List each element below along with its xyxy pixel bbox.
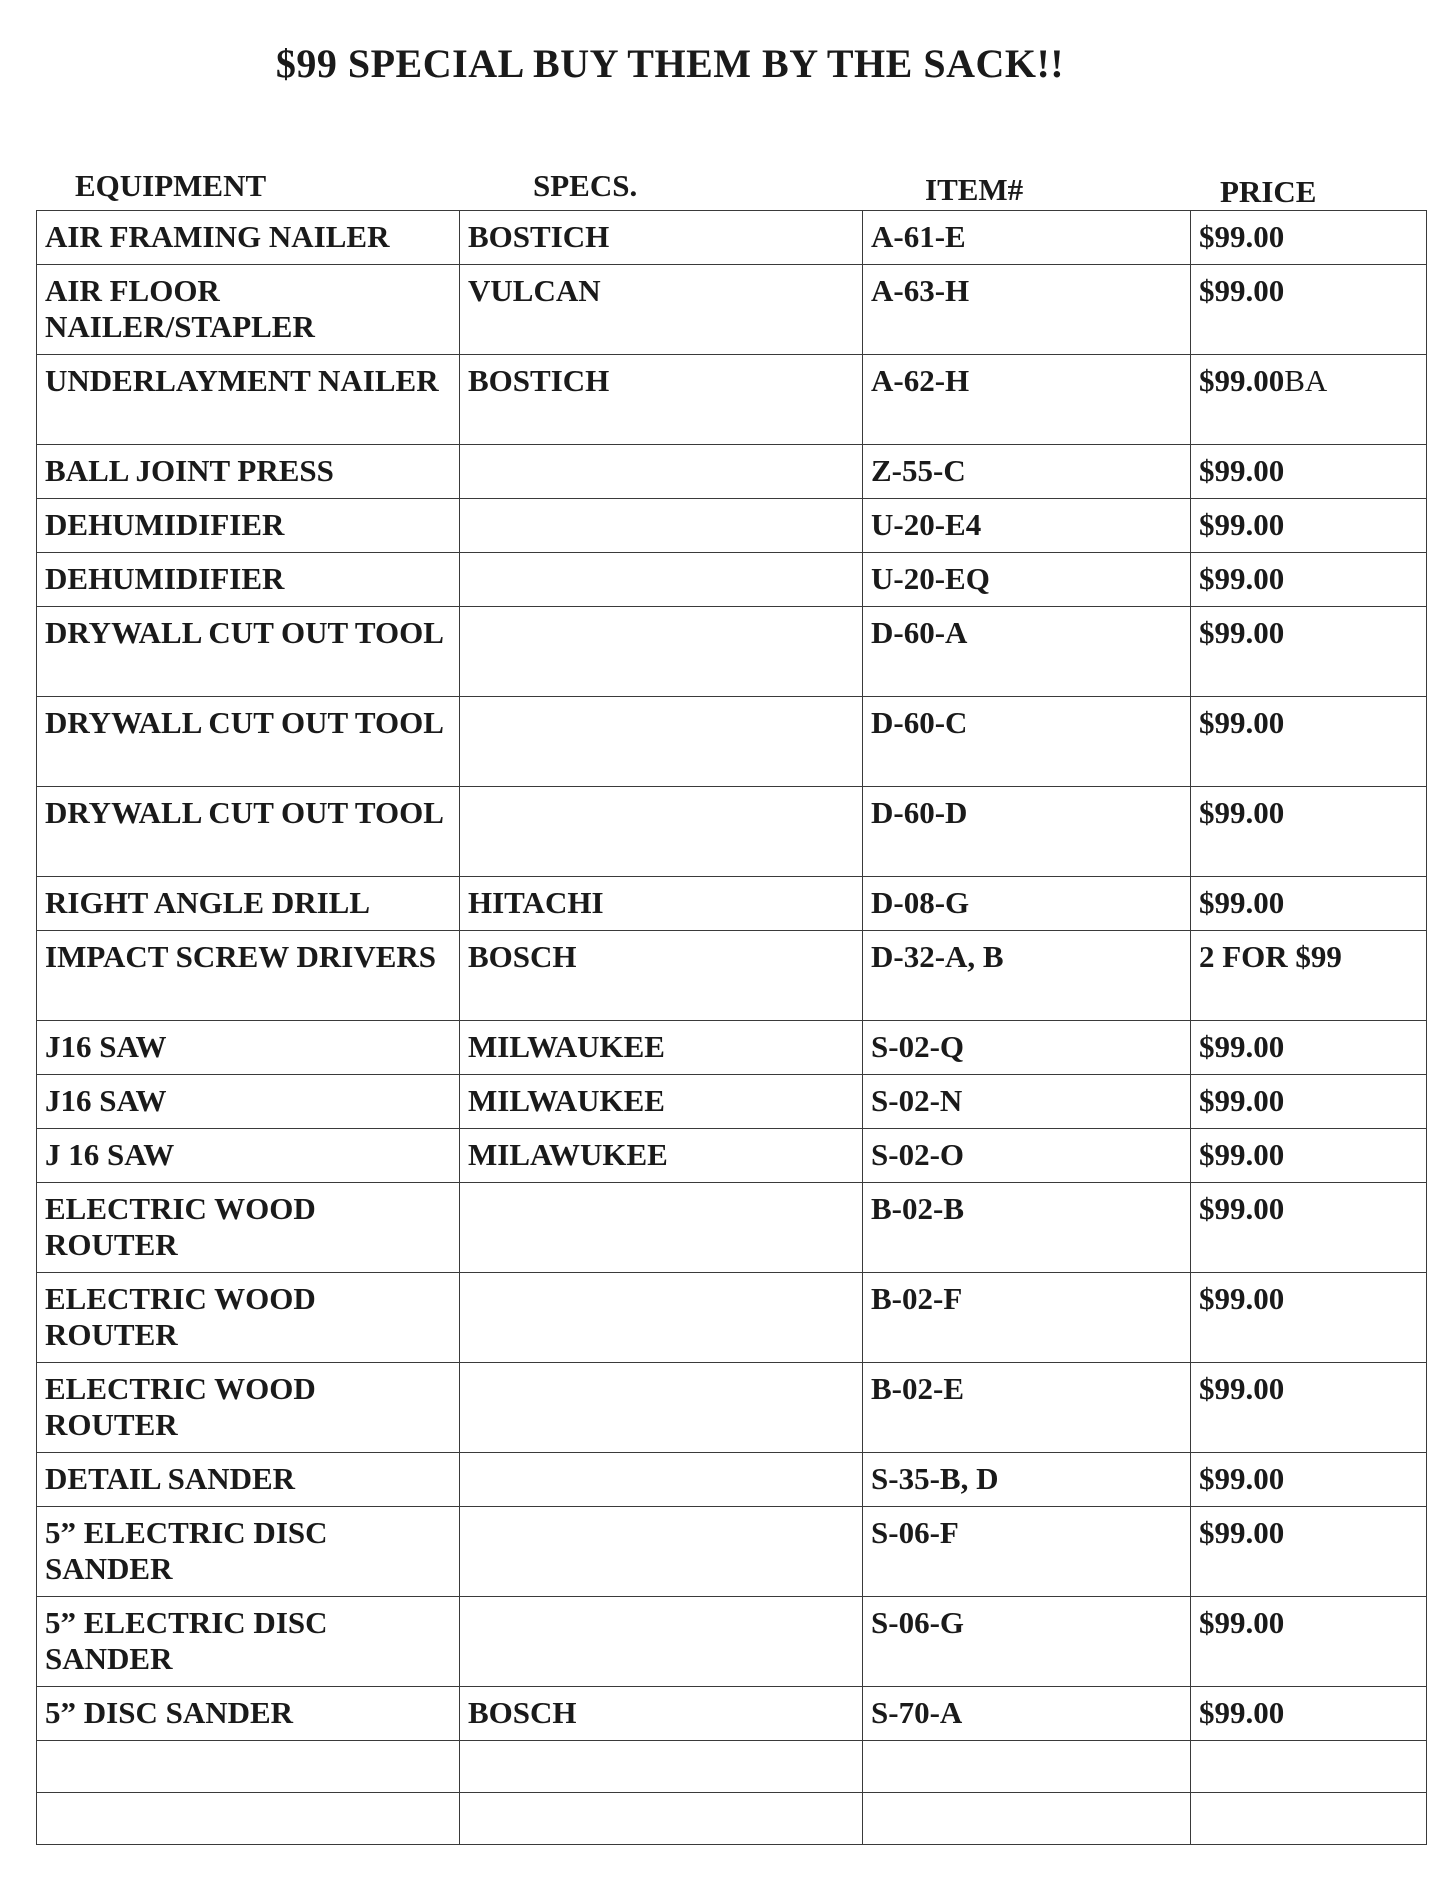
price-value: $99.00	[1199, 1083, 1285, 1118]
price-value: $99.00	[1199, 561, 1285, 596]
cell-price	[1191, 1793, 1427, 1845]
cell-equipment	[37, 265, 460, 355]
specs-value: VULCAN	[468, 273, 601, 308]
cell-item	[863, 1741, 1191, 1793]
cell-item	[863, 355, 1191, 445]
equipment-value: DEHUMIDIFIER	[45, 561, 285, 596]
cell-item	[863, 877, 1191, 931]
cell-equipment	[37, 1741, 460, 1793]
cell-specs	[460, 1741, 863, 1793]
cell-item	[863, 499, 1191, 553]
cell-price	[1191, 1741, 1427, 1793]
cell-equipment	[37, 499, 460, 553]
cell-price	[1191, 787, 1427, 877]
price-value: $99.00	[1199, 1281, 1285, 1316]
item-value: Z-55-C	[871, 453, 966, 488]
price-value: $99.00	[1199, 1029, 1285, 1064]
equipment-value: IMPACT SCREW DRIVERS	[45, 939, 437, 974]
cell-equipment	[37, 211, 460, 265]
price-value: $99.00	[1199, 507, 1285, 542]
equipment-value: DRYWALL CUT OUT TOOL	[45, 705, 444, 740]
cell-item	[863, 1793, 1191, 1845]
equipment-value: UNDERLAYMENT NAILER	[45, 363, 439, 398]
cell-item	[863, 1453, 1191, 1507]
cell-item	[863, 1183, 1191, 1273]
table-row	[37, 1183, 1427, 1273]
item-value: S-70-A	[871, 1695, 963, 1730]
price-value: $99.00	[1199, 453, 1285, 488]
item-value: A-63-H	[871, 273, 970, 308]
cell-specs	[460, 1075, 863, 1129]
table-row	[37, 1793, 1427, 1845]
cell-price	[1191, 445, 1427, 499]
item-value: D-60-A	[871, 615, 968, 650]
cell-price	[1191, 1273, 1427, 1363]
cell-specs	[460, 877, 863, 931]
cell-price	[1191, 1363, 1427, 1453]
specs-value: BOSCH	[468, 939, 577, 974]
cell-specs	[460, 1183, 863, 1273]
price-value: $99.00	[1199, 1605, 1285, 1640]
cell-specs	[460, 1273, 863, 1363]
equipment-value: J16 SAW	[45, 1083, 167, 1118]
cell-price	[1191, 1507, 1427, 1597]
item-value: S-06-F	[871, 1515, 959, 1550]
equipment-value: RIGHT ANGLE DRILL	[45, 885, 371, 920]
cell-specs	[460, 355, 863, 445]
cell-price	[1191, 1075, 1427, 1129]
table-row	[37, 265, 1427, 355]
equipment-value: ELECTRIC WOOD ROUTER	[45, 1281, 316, 1352]
equipment-value: ELECTRIC WOOD ROUTER	[45, 1371, 316, 1442]
equipment-value: DRYWALL CUT OUT TOOL	[45, 795, 444, 830]
cell-specs	[460, 1597, 863, 1687]
equipment-value: ELECTRIC WOOD ROUTER	[45, 1191, 316, 1262]
cell-item	[863, 1273, 1191, 1363]
table-row	[37, 1507, 1427, 1597]
equipment-value: DEHUMIDIFIER	[45, 507, 285, 542]
price-value: 2 FOR $99	[1199, 939, 1342, 974]
cell-specs	[460, 499, 863, 553]
equipment-value: J16 SAW	[45, 1029, 167, 1064]
cell-specs	[460, 445, 863, 499]
table-row	[37, 553, 1427, 607]
table-row	[37, 1021, 1427, 1075]
cell-specs	[460, 211, 863, 265]
cell-equipment	[37, 1363, 460, 1453]
price-value: $99.00	[1199, 615, 1285, 650]
cell-item	[863, 1021, 1191, 1075]
table-row	[37, 1453, 1427, 1507]
price-value: $99.00	[1199, 1461, 1285, 1496]
specs-value: BOSTICH	[468, 219, 610, 254]
specs-value: BOSTICH	[468, 363, 610, 398]
table-row	[37, 1075, 1427, 1129]
cell-price	[1191, 607, 1427, 697]
table-row	[37, 787, 1427, 877]
cell-item	[863, 1363, 1191, 1453]
table-row	[37, 445, 1427, 499]
cell-price	[1191, 931, 1427, 1021]
table-row	[37, 931, 1427, 1021]
item-value: S-02-Q	[871, 1029, 964, 1064]
equipment-value: 5” DISC SANDER	[45, 1695, 294, 1730]
price-value: $99.00	[1199, 885, 1285, 920]
cell-equipment	[37, 1075, 460, 1129]
header-price: PRICE	[1220, 174, 1317, 209]
item-value: S-02-N	[871, 1083, 963, 1118]
price-value: $99.00	[1199, 219, 1285, 254]
cell-specs	[460, 265, 863, 355]
table-row	[37, 211, 1427, 265]
cell-equipment	[37, 1273, 460, 1363]
cell-specs	[460, 1129, 863, 1183]
cell-equipment	[37, 931, 460, 1021]
item-value: D-32-A, B	[871, 939, 1004, 974]
price-value: $99.00	[1199, 1515, 1285, 1550]
cell-price	[1191, 697, 1427, 787]
cell-specs	[460, 1021, 863, 1075]
cell-item	[863, 1507, 1191, 1597]
item-value: S-06-G	[871, 1605, 964, 1640]
cell-equipment	[37, 877, 460, 931]
cell-price	[1191, 1183, 1427, 1273]
cell-item	[863, 1597, 1191, 1687]
cell-equipment	[37, 553, 460, 607]
cell-price	[1191, 1597, 1427, 1687]
cell-specs	[460, 1453, 863, 1507]
cell-equipment	[37, 1793, 460, 1845]
equipment-value: AIR FLOOR NAILER/STAPLER	[45, 273, 315, 344]
price-value: $99.00	[1199, 795, 1285, 830]
cell-price	[1191, 1687, 1427, 1741]
cell-specs	[460, 1363, 863, 1453]
specs-value: HITACHI	[468, 885, 604, 920]
cell-price	[1191, 877, 1427, 931]
cell-item	[863, 607, 1191, 697]
cell-equipment	[37, 697, 460, 787]
page-title: $99 SPECIAL BUY THEM BY THE SACK!!	[275, 41, 1065, 86]
cell-price	[1191, 1021, 1427, 1075]
item-value: U-20-E4	[871, 507, 982, 542]
table-row	[37, 1687, 1427, 1741]
item-value: D-60-C	[871, 705, 968, 740]
cell-specs	[460, 1507, 863, 1597]
price-suffix: BA	[1284, 363, 1328, 398]
specs-value: BOSCH	[468, 1695, 577, 1730]
price-value: $99.00	[1199, 1191, 1285, 1226]
table-row	[37, 697, 1427, 787]
cell-item	[863, 697, 1191, 787]
specs-value: MILAWUKEE	[468, 1137, 668, 1172]
item-value: A-61-E	[871, 219, 966, 254]
cell-equipment	[37, 1687, 460, 1741]
equipment-value: BALL JOINT PRESS	[45, 453, 334, 488]
item-value: B-02-B	[871, 1191, 964, 1226]
cell-equipment	[37, 445, 460, 499]
equipment-table-body	[37, 211, 1427, 1845]
cell-specs	[460, 787, 863, 877]
cell-item	[863, 1129, 1191, 1183]
equipment-value: DETAIL SANDER	[45, 1461, 296, 1496]
cell-price	[1191, 355, 1427, 445]
cell-item	[863, 211, 1191, 265]
table-row	[37, 1597, 1427, 1687]
price-value: $99.00	[1199, 273, 1285, 308]
cell-price	[1191, 265, 1427, 355]
table-row	[37, 877, 1427, 931]
equipment-value: DRYWALL CUT OUT TOOL	[45, 615, 444, 650]
cell-item	[863, 1687, 1191, 1741]
cell-item	[863, 445, 1191, 499]
cell-price	[1191, 1129, 1427, 1183]
equipment-value: J 16 SAW	[45, 1137, 175, 1172]
equipment-value: 5” ELECTRIC DISC SANDER	[45, 1605, 328, 1676]
cell-equipment	[37, 1453, 460, 1507]
equipment-value: 5” ELECTRIC DISC SANDER	[45, 1515, 328, 1586]
cell-specs	[460, 1793, 863, 1845]
table-row	[37, 607, 1427, 697]
price-value: $99.00	[1199, 705, 1285, 740]
header-equipment: EQUIPMENT	[75, 168, 267, 203]
cell-equipment	[37, 1183, 460, 1273]
item-value: D-60-D	[871, 795, 968, 830]
table-row	[37, 1273, 1427, 1363]
cell-specs	[460, 553, 863, 607]
cell-specs	[460, 931, 863, 1021]
cell-price	[1191, 211, 1427, 265]
cell-price	[1191, 499, 1427, 553]
item-value: A-62-H	[871, 363, 970, 398]
equipment-table	[36, 210, 1427, 1845]
price-value: $99.00	[1199, 363, 1285, 398]
table-row	[37, 1129, 1427, 1183]
item-value: S-02-O	[871, 1137, 964, 1172]
cell-item	[863, 553, 1191, 607]
cell-equipment	[37, 1021, 460, 1075]
specs-value: MILWAUKEE	[468, 1029, 665, 1064]
cell-equipment	[37, 1129, 460, 1183]
cell-equipment	[37, 1597, 460, 1687]
table-row	[37, 1741, 1427, 1793]
cell-equipment	[37, 1507, 460, 1597]
table-row	[37, 1363, 1427, 1453]
cell-price	[1191, 553, 1427, 607]
price-value: $99.00	[1199, 1695, 1285, 1730]
header-specs: SPECS.	[533, 168, 638, 203]
table-row	[37, 355, 1427, 445]
column-headers	[35, 168, 1425, 208]
item-value: D-08-G	[871, 885, 970, 920]
cell-equipment	[37, 787, 460, 877]
price-value: $99.00	[1199, 1137, 1285, 1172]
item-value: S-35-B, D	[871, 1461, 999, 1496]
item-value: B-02-E	[871, 1371, 964, 1406]
equipment-value: AIR FRAMING NAILER	[45, 219, 390, 254]
specs-value: MILWAUKEE	[468, 1083, 665, 1118]
cell-item	[863, 1075, 1191, 1129]
cell-item	[863, 787, 1191, 877]
cell-price	[1191, 1453, 1427, 1507]
header-item-number: ITEM#	[925, 172, 1024, 207]
item-value: U-20-EQ	[871, 561, 990, 596]
cell-item	[863, 931, 1191, 1021]
cell-equipment	[37, 355, 460, 445]
table-row	[37, 499, 1427, 553]
price-value: $99.00	[1199, 1371, 1285, 1406]
cell-equipment	[37, 607, 460, 697]
cell-specs	[460, 1687, 863, 1741]
cell-specs	[460, 607, 863, 697]
cell-item	[863, 265, 1191, 355]
cell-specs	[460, 697, 863, 787]
item-value: B-02-F	[871, 1281, 963, 1316]
